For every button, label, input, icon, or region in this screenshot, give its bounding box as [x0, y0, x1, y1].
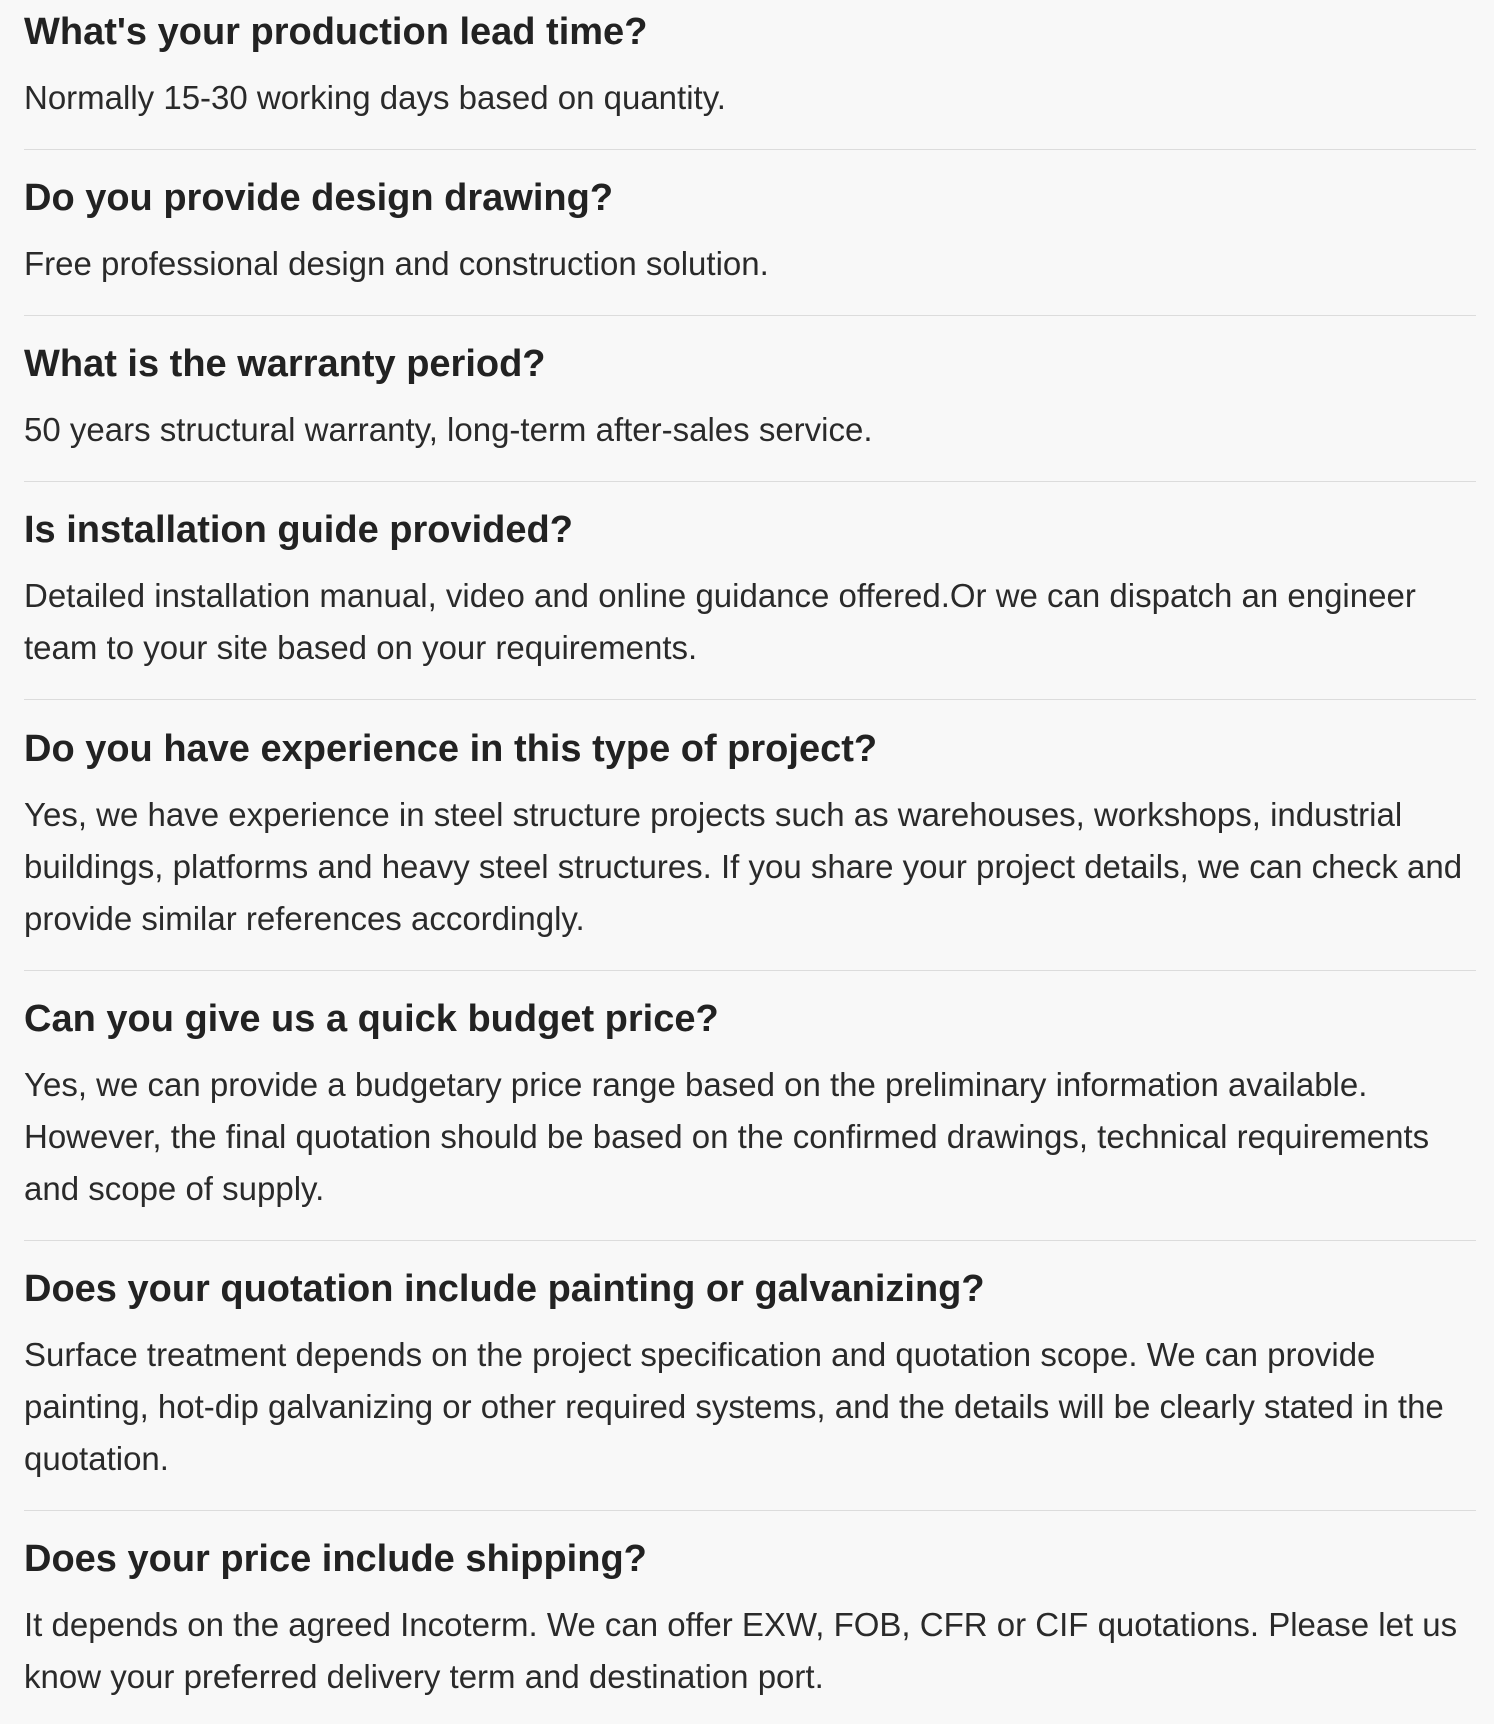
faq-answer: Surface treatment depends on the project specification and quotation scope. We can provide painting, hot-dip galvanizing or other required systems, and the details will be clearly stated in the quotation. — [24, 1336, 1444, 1477]
faq-question: What is the warranty period? — [24, 343, 546, 385]
faq-item — [24, 1537, 1476, 1717]
faq-answer: Yes, we can provide a budgetary price range based on the preliminary information available. However, the final quotation should be based on the confirmed drawings, technical requirements and scope of supply. — [24, 1066, 1430, 1207]
faq-answer: It depends on the agreed Incoterm. We can offer EXW, FOB, CFR or CIF quotations. Please let us know your preferred delivery term and destination port. — [24, 1606, 1458, 1695]
faq-question: What's your production lead time? — [24, 11, 648, 53]
faq-item — [24, 342, 1476, 482]
faq-answer: Free professional design and construction solution. — [24, 245, 769, 282]
faq-item — [24, 10, 1476, 150]
faq-question: Is installation guide provided? — [24, 509, 573, 551]
faq-item — [24, 727, 1476, 971]
faq-question: Can you give us a quick budget price? — [24, 998, 719, 1040]
faq-answer: Normally 15-30 working days based on quantity. — [24, 79, 726, 116]
faq-question: Does your quotation include painting or galvanizing? — [24, 1268, 985, 1310]
faq-question: Do you have experience in this type of project? — [24, 728, 878, 770]
faq-question: Do you provide design drawing? — [24, 177, 614, 219]
faq-answer: 50 years structural warranty, long-term after-sales service. — [24, 411, 873, 448]
faq-item — [24, 508, 1476, 700]
faq-answer: Yes, we have experience in steel structure projects such as warehouses, workshops, industrial buildings, platforms and heavy steel structures. If you share your project details, we can check and provide similar references accordingly. — [24, 796, 1463, 937]
faq-item — [24, 176, 1476, 316]
faq-item — [24, 997, 1476, 1241]
faq-answer: Detailed installation manual, video and online guidance offered.Or we can dispatch an engineer team to your site based on your requirements. — [24, 577, 1416, 666]
faq-item — [24, 1267, 1476, 1511]
faq-question: Does your price include shipping? — [24, 1538, 647, 1580]
